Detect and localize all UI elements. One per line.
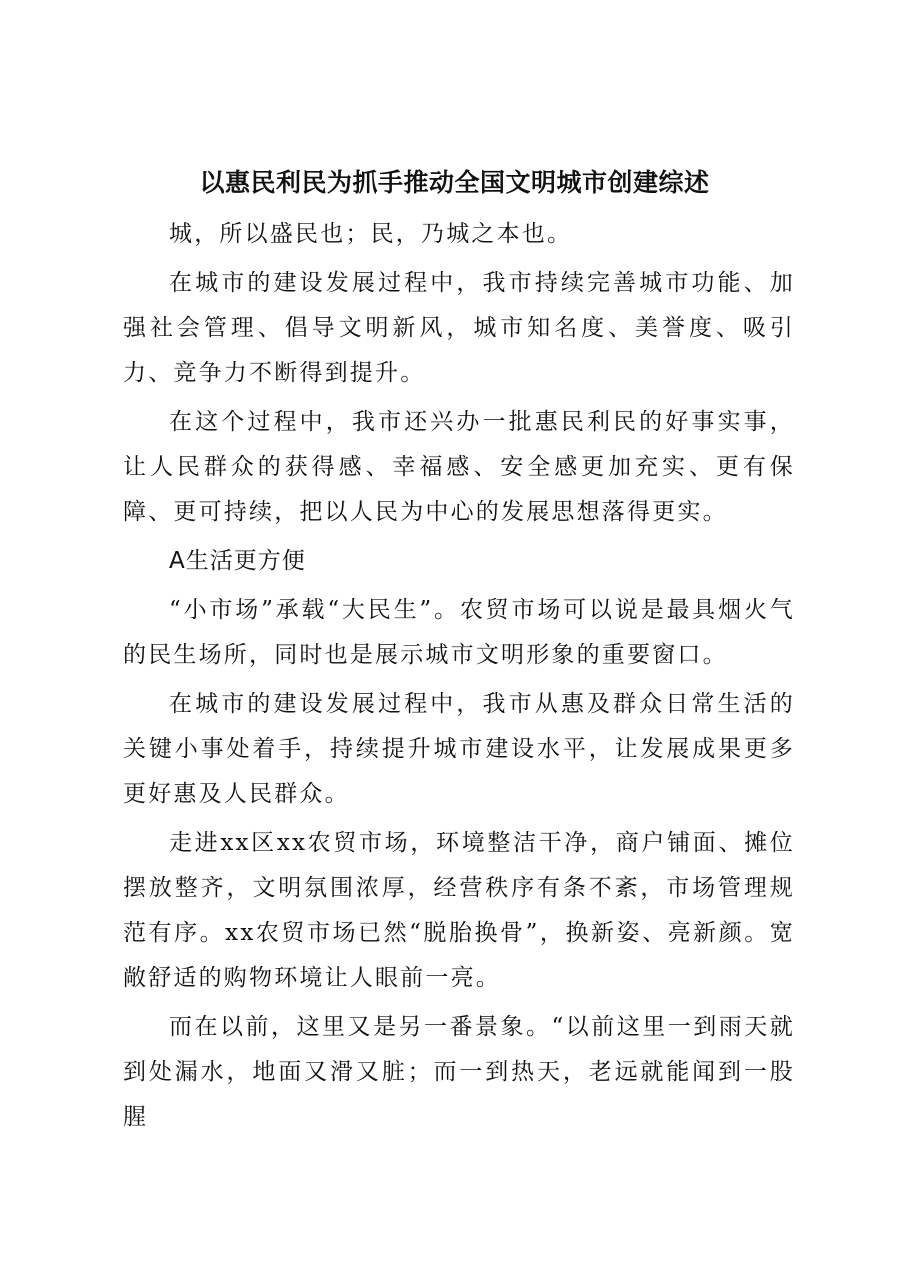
paragraph: 在城市的建设发展过程中，我市持续完善城市功能、加强社会管理、倡导文明新风，城市知名度、美誉度、吸引力、竞争力不断得到提升。	[123, 270, 795, 386]
document-title: 以惠民利民为抓手推动全国文明城市创建综述	[199, 168, 710, 197]
paragraph: 而在以前，这里又是另一番景象。“以前这里一到雨天就到处漏水，地面又滑又脏；而一到热天，老远就能闻到一股腥	[123, 1014, 795, 1130]
paragraph: 城，所以盛民也；民，乃城之本也。	[169, 221, 573, 247]
paragraph: 在城市的建设发展过程中，我市从惠及群众日常生活的关键小事处着手，持续提升城市建设水平，让发展成果更多更好惠及人民群众。	[123, 691, 795, 807]
document-body	[123, 212, 795, 1144]
section-heading: A生活更方便	[169, 548, 306, 574]
paragraph: 走进xx区xx农贸市场，环境整洁干净，商户铺面、摊位摆放整齐，文明氛围浓厚，经营秩序有条不紊，市场管理规范有序。xx农贸市场已然“脱胎换骨”，换新姿、亮新颜。宽敞舒适的购物环境让人眼前一亮。	[123, 830, 795, 991]
paragraph: “小市场”承载“大民生”。农贸市场可以说是最具烟火气的民生场所，同时也是展示城市文明形象的重要窗口。	[123, 597, 795, 668]
paragraph: 在这个过程中，我市还兴办一批惠民利民的好事实事，让人民群众的获得感、幸福感、安全感更加充实、更有保障、更可持续，把以人民为中心的发展思想落得更实。	[123, 409, 795, 525]
